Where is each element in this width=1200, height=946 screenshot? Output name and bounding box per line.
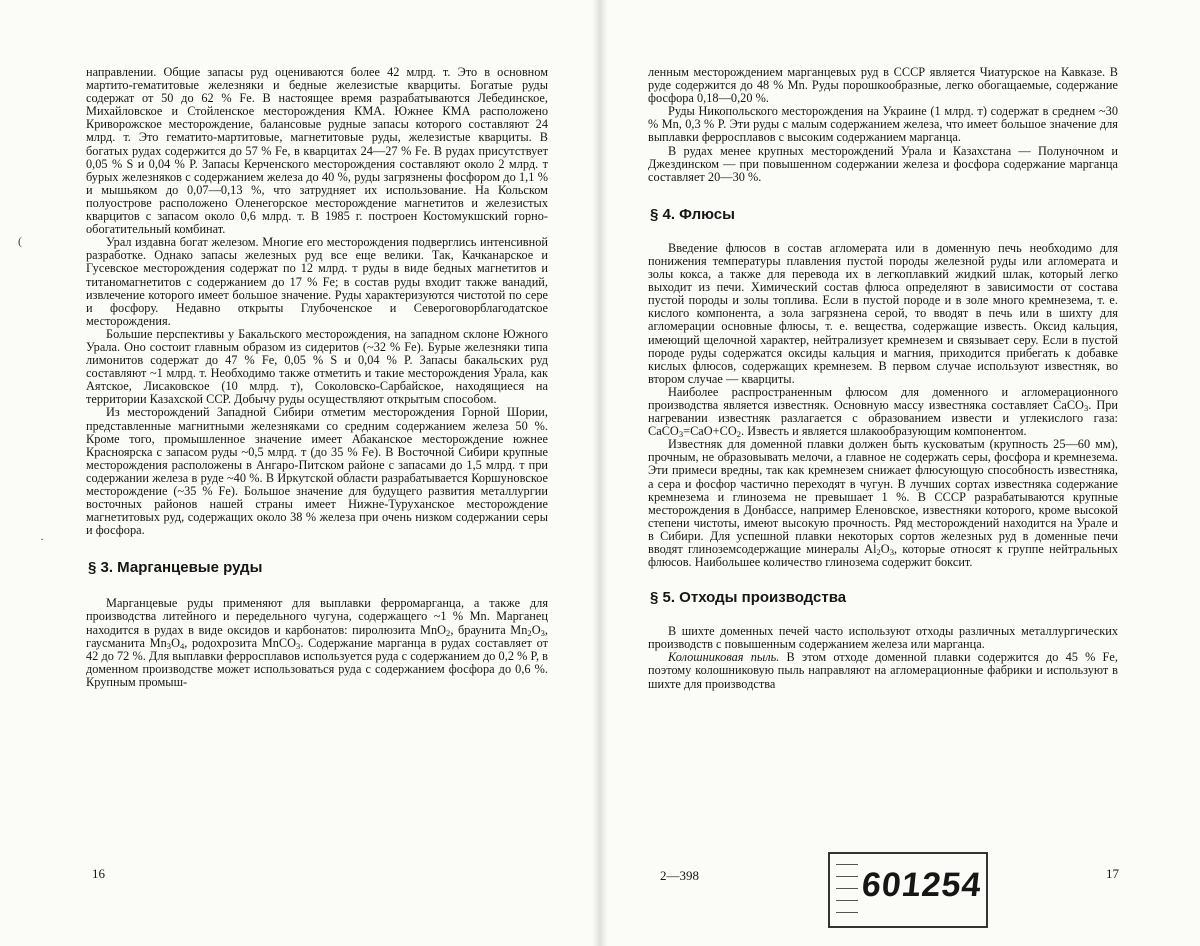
- page-number: 17: [1106, 866, 1119, 881]
- section-heading: § 4. Флюсы: [650, 205, 735, 223]
- inventory-number: 601254: [860, 866, 984, 904]
- paragraph: Руды Никопольского месторождения на Украине (1 млрд. т) содержат в среднем ~30 % Mn, 0,3 % P. Эти руды с малым содержанием железа, что имеет большое значение для выплавки ферросплавов с высоким содержанием марганца.: [648, 104, 1118, 145]
- scan-mark: (: [18, 234, 22, 248]
- right-text-column: [648, 66, 1118, 691]
- signature-mark: 2—398: [660, 868, 699, 883]
- paragraph: Введение флюсов в состав агломерата или в доменную печь необходимо для понижения температуры плавления пустой породы железной руды или агломерата и золы кокса, а также для перевода их в легкоплавкий жидкий шлак, который легко выходит из печи. Химический состав флюса определяют в зависимости от состава пустой породы и золы топлива. Если в пустой породе и в золе много кремнезема, т. е. кислого компонента, а зола загрязнена серой, то вводят в печь или в шихту для агломерации основные флюсы, т. е. вещества, содержащие известь. Оксид кальция, имеющий щелочной характер, нейтрализует кремнезем и связывает серу. Если в пустой породе руды содержатся оксиды кальция и магния, приходится прибегать к добавке кислых флюсов, содержащих кремнезем. В первом случае используют известняк, во втором случае — кварциты.: [648, 240, 1118, 386]
- paragraph: В рудах менее крупных месторождений Урала и Казахстана — Полуночном и Джездинском — при повышенном содержании железа и фосфора содержание марганца составляет 20—30 %.: [648, 143, 1118, 184]
- left-text-column: [86, 66, 548, 689]
- page-number: 16: [92, 866, 105, 881]
- paragraph: ленным месторождением марганцевых руд в СССР является Чиатурское на Кавказе. В руде содержится до 48 % Mn. Руды порошкообразные, легко обогащаемые, содержание фосфора 0,18—0,20 %.: [648, 65, 1118, 106]
- right-page: [600, 0, 1200, 946]
- paragraph: В шихте доменных печей часто используют отходы различных металлургических производств с повышенным содержанием железа или марганца.: [648, 624, 1118, 652]
- library-stamp: [828, 852, 988, 928]
- scan-mark: ·: [40, 532, 44, 546]
- paragraph: Известняк для доменной плавки должен быть кусковатым (крупность 25—60 мм), прочным, не образовывать мелочи, а главное не содержать серы, фосфора и кремнезема. Эти примеси вредны, так как кремнезем снижает флюсующую способность известняка, а сера и фосфор частично переходят в чугун. В лучших сортах известняка содержание кремнезема и глинозема не превышает 1 %. В СССР разрабатываются крупные месторождения в Донбассе, например Еленовское, известняки которого, кроме высокой степени чистоты, имеют высокую прочность. Ряд месторождений находится на Урале и в Сибири. Для успешной плавки некоторых сортов железных руд в доменные печи вводят глиноземсодержащие минералы $Al_2O_3$, которые относят к группе нейтральных флюсов. Наибольшее количество глинозема содержит боксит.: [648, 437, 1118, 570]
- paragraph: Наиболее распространенным флюсом для доменного и агломерационного производства является известняк. Основную массу известняка составляет CaCO$_3$. При нагревании известняк разлагается с образованием извести и углекислого газа: $CaCO_3=CaO+CO_2$. Известь и является шлакообразующим компонентом.: [648, 384, 1118, 440]
- paragraph: Из месторождений Западной Сибири отметим месторождения Горной Шории, представленные магнитными железняками со средним содержанием железа 50 %. Кроме того, промышленное значение имеет Абаканское месторождение южнее Красноярска с запасом руды ~0,5 млрд. т (до 35 % Fe). В Восточной Сибири крупные месторождения расположены в Ангаро-Питском районе с запасами до 1,5 млрд. т при содержании железа в руде ~40 %. В Иркутской области разрабатывается Коршуновское месторождение (~35 % Fe). Большое значение для будущего развития металлургии восточных районов нашей страны имеет Нижне-Туруханское месторождение магнетитовых руд, содержащих около 38 % железа при очень низком содержании серы и фосфора.: [86, 405, 548, 538]
- paragraph: Марганцевые руды применяют для выплавки ферромарганца, а также для производства литейного и передельного чугуна, содержащего ~1 % Mn. Марганец находится в рудах в виде оксидов и карбонатов: пиролюзита MnO$_2$, браунита $Mn_2O_3$, гаусманита $Mn_3O_4$, родохрозита MnCO$_3$. Содержание марганца в рудах составляет от 42 до 72 %. Для выплавки ферросплавов используется руда с содержанием до 0,2 % P, в доменном производстве может использоваться руда с содержанием фосфора до 0,6 %. Крупным промыш-: [86, 596, 549, 689]
- section-heading: § 5. Отходы производства: [650, 589, 847, 607]
- paragraph: Колошниковая пыль. В этом отходе доменной плавки содержится до 45 % Fe, поэтому колошниковую пыль направляют на агломерационные фабрики и используют в шихте для производства: [648, 650, 1118, 691]
- section-heading: § 3. Марганцевые руды: [88, 559, 263, 577]
- paragraph: направлении. Общие запасы руд оцениваются более 42 млрд. т. Это в основном мартито-гематитовые железняки и бедные железистые кварциты. Богатые руды содержат от 50 до 62 % Fe. В настоящее время разрабатываются Лебединское, Михайловское и Стойленское месторождения КМА. Южнее КМА расположено Криворожское месторождение, балансовые рудные запасы которого составляют 24 млрд. т. Это гематито-мартитовые, магнетитовые руды, железистые кварциты. В богатых рудах содержится до 57 % Fe, в кварцитах 24—27 % Fe. В рудах присутствует 0,05 % S и 0,04 % P. Запасы Керченского месторождения составляют около 2 млрд. т бурых железняков с содержанием железа до 40 %, руды загрязнены фосфором до 1,1 % и мышьяком до 0,07—0,13 %, что затрудняет их использование. На Кольском полуострове расположено Оленегорское месторождение магнетитов и железистых кварцитов с запасом около 0,6 млрд. т. В 1985 г. построен Костомукшский горно-обогатительный комбинат.: [86, 65, 548, 237]
- paragraph: Большие перспективы у Бакальского месторождения, на западном склоне Южного Урала. Оно состоит главным образом из сидеритов (~32 % Fe). Бурые железняки типа лимонитов содержат до 47 % Fe, 0,05 % S и 0,04 % P. Запасы бакальских руд составляют ~1 млрд. т. Необходимо также отметить и такие месторождения Урала, как Аятское, Лисаковское (10 млрд. т), Соколовско-Сарбайское, находящиеся на территории Казахской ССР. Добычу руды осуществляют открытым способом.: [86, 326, 548, 407]
- paragraph: Урал издавна богат железом. Многие его месторождения подверглись интенсивной разработке. Однако запасы железных руд все еще велики. Так, Качканарское и Гусевское месторождения содержат по 12 млрд. т руды в виде бедных магнетитов и титаномагнетитов с содержанием до 17 % Fe; в состав руды входит также ванадий, извлечение которого имеет большое значение. Руды характеризуются чистотой по сере и фосфору. Недавно открыты Глубоченское и Североговорблагодатское месторождения.: [86, 235, 548, 328]
